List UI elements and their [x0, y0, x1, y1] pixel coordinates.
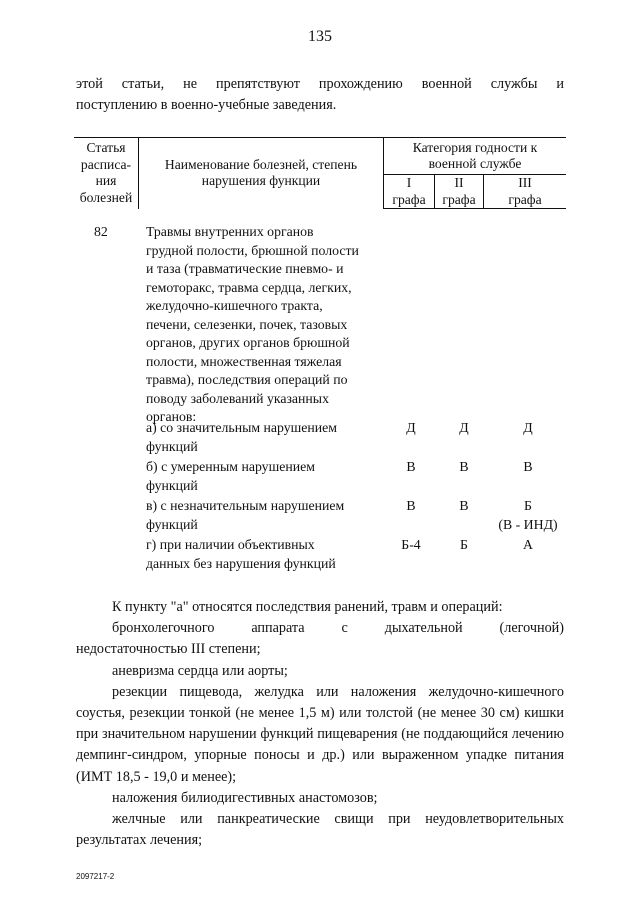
subitem-c-graph-2: В: [459, 498, 469, 513]
paragraph: резекции пищевода, желудка или наложения желудочно-кишечного соустья, резекции тонкой (не менее 1,5 м) или толстой (не менее 30 см) кишки при значительном нарушении функций пищеварения (не поддающийся лечению демпинг-синдром, упорные поносы и др.) или выраженном упадке питания (ИМТ 18,5 - 19,0 и менее);: [76, 683, 564, 785]
header-disease-name: Наименование болезней, степень нарушения функции: [139, 138, 384, 209]
explanation-text: [76, 597, 564, 851]
table-header: [74, 137, 566, 209]
paragraph: аневризма сердца или аорты;: [112, 662, 288, 679]
subitem-d-graph-2: Б: [460, 537, 468, 552]
intro-line: этой статьи, не препятствуют прохождению военной службы и: [76, 76, 564, 92]
paragraph: К пункту "а" относятся последствия ранений, травм и операций:: [112, 599, 503, 615]
subitem-a-graph-2: Д: [459, 420, 469, 435]
header-graph-3: III графа: [484, 175, 567, 209]
paragraph: недостаточностью III степени;: [76, 641, 261, 658]
article-number: 82: [94, 224, 108, 239]
intro-paragraph: [76, 74, 564, 116]
subitem-d: г) при наличии объективных данных без нарушения функций: [146, 537, 336, 571]
article-description: Травмы внутренних органов грудной полости, брюшной полости и таза (травматические пневмо- и гемоторакс, травма сердца, легких, желудочно-кишечного тракта, печени, селезенки, почек, тазовых органов, других органов брюшной полости, множественная тяжелая травма), последствия операций по поводу заболеваний указанных органов:: [146, 224, 359, 424]
subitem-a-graph-3: Д: [523, 420, 533, 435]
paragraph: желчные или панкреатические свищи при неудовлетворительных результатах лечения;: [76, 811, 564, 849]
header-article: Статья расписа- ния болезней: [74, 138, 139, 209]
paragraph: бронхолегочного аппарата с дыхательной (легочной): [112, 620, 564, 637]
page-number: 135: [308, 28, 332, 45]
intro-line: поступлению в военно-учебные заведения.: [76, 97, 337, 113]
subitem-a-graph-1: Д: [406, 420, 416, 435]
subitem-a: а) со значительным нарушением функций: [146, 420, 338, 454]
subitem-d-graph-1: Б-4: [401, 537, 421, 552]
subitem-b-graph-3: В: [523, 459, 533, 474]
header-category: Категория годности к военной службе: [384, 138, 567, 175]
subitem-c-graph-3: Б (В - ИНД): [498, 498, 558, 532]
header-graph-2: II графа: [435, 175, 484, 209]
subitem-b: б) с умеренным нарушением функций: [146, 459, 315, 493]
header-graph-1: I графа: [384, 175, 435, 209]
subitem-d-graph-3: А: [523, 537, 533, 552]
paragraph: наложения билиодигестивных анастомозов;: [112, 789, 378, 806]
subitem-c: в) с незначительным нарушением функций: [146, 498, 345, 532]
footer-code: 2097217-2: [76, 872, 115, 881]
subitem-b-graph-1: В: [406, 459, 416, 474]
subitem-b-graph-2: В: [459, 459, 469, 474]
subitem-c-graph-1: В: [406, 498, 416, 513]
